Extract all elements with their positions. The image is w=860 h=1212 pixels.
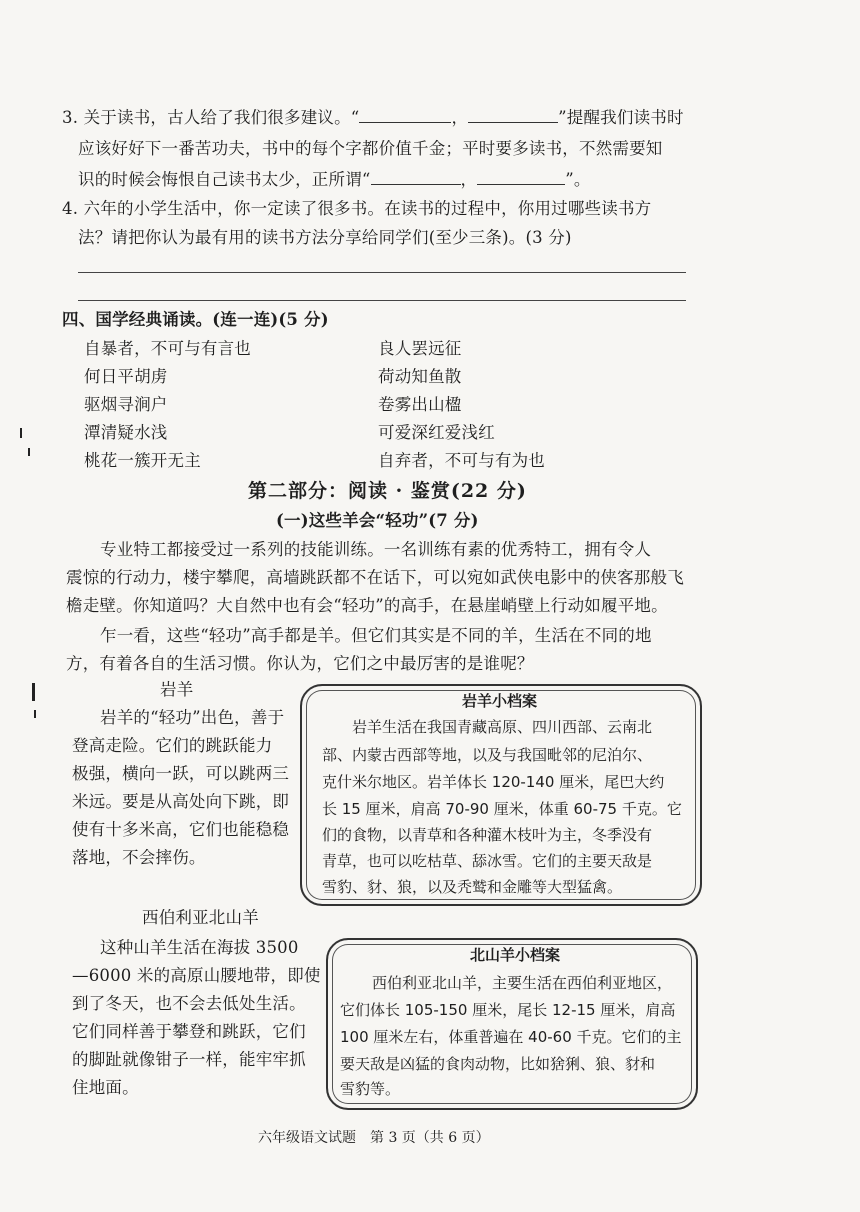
q3-text-f: ”。 (565, 170, 591, 189)
q3-line-2: 应该好好下一番苦功夫，书中的每个字都价值千金；平时要多读书，不然需要知 (78, 139, 663, 158)
page-footer: 六年级语文试题 第 3 页（共 6 页） (258, 1130, 490, 1146)
ibex-box-line-4: 要天敌是凶猛的食肉动物，比如猞猁、狼、豺和 (340, 1055, 656, 1073)
rock-sheep-line-6: 落地，不会摔伤。 (72, 848, 206, 867)
q3-line-1 (62, 106, 684, 130)
ibex-box-line-3: 100 厘米左右，体重普遍在 40-60 千克。它们的主 (340, 1028, 682, 1046)
intro-line-4: 乍一看，这些“轻功”高手都是羊。但它们其实是不同的羊，生活在不同的地 (100, 626, 652, 645)
q3-text-e: ， (460, 170, 478, 189)
match-right-3[interactable]: 卷雾出山楹 (378, 395, 462, 414)
match-left-3[interactable]: 驱烟寻涧户 (84, 395, 168, 414)
ibex-box-title: 北山羊小档案 (470, 946, 561, 964)
rock-sheep-line-4: 米远。要是从高处向下跳，即 (72, 792, 290, 811)
scan-speck (32, 683, 35, 701)
q3-blank-1[interactable] (359, 106, 451, 123)
rock-sheep-line-5: 使有十多米高，它们也能稳稳 (72, 820, 290, 839)
ibex-heading: 西伯利亚北山羊 (142, 908, 259, 927)
match-right-5[interactable]: 自弃者，不可与有为也 (378, 451, 545, 470)
match-right-4[interactable]: 可爱深红爱浅红 (378, 423, 495, 442)
rock-box-line-4: 长 15 厘米，肩高 70-90 厘米，体重 60-75 千克。它 (322, 800, 682, 818)
q3-blank-4[interactable] (477, 168, 565, 185)
intro-line-1: 专业特工都接受过一系列的技能训练。一名训练有素的优秀特工，拥有令人 (100, 540, 652, 559)
q3-line-3 (78, 168, 591, 192)
q4-line-1: 4. 六年的小学生活中，你一定读了很多书。在读书的过程中，你用过哪些读书方 (62, 199, 652, 218)
ibex-line-3: 到了冬天，也不会去低处生活。 (72, 994, 306, 1013)
ibex-box-line-5: 雪豹等。 (340, 1080, 401, 1098)
rock-box-title: 岩羊小档案 (462, 692, 538, 710)
intro-line-3: 檐走壁。你知道吗？大自然中也有会“轻功”的高手，在悬崖峭壁上行动如履平地。 (66, 596, 668, 615)
section4-title: 四、国学经典诵读。(连一连)(5 分) (62, 310, 329, 329)
answer-line-2[interactable] (78, 300, 686, 301)
ibex-line-4: 它们同样善于攀登和跳跃，它们 (72, 1022, 306, 1041)
match-left-2[interactable]: 何日平胡虏 (84, 367, 168, 386)
rock-box-line-1: 岩羊生活在我国青藏高原、四川西部、云南北 (352, 718, 653, 736)
scan-speck (20, 428, 22, 438)
ibex-box-line-1: 西伯利亚北山羊，主要生活在西伯利亚地区， (372, 974, 673, 992)
q3-text-d: 识的时候会悔恨自己读书太少，正所谓“ (78, 170, 371, 189)
rock-box-line-5: 们的食物，以青草和各种灌木枝叶为主，冬季没有 (322, 826, 653, 844)
part2-subtitle: (一)这些羊会“轻功”(7 分) (276, 511, 479, 530)
ibex-line-1: 这种山羊生活在海拔 3500 (100, 938, 299, 957)
rock-box-line-7: 雪豹、豺、狼，以及秃鹫和金雕等大型猛禽。 (322, 878, 623, 896)
rock-sheep-line-1: 岩羊的“轻功”出色，善于 (100, 708, 285, 727)
q3-text-a: 3. 关于读书，古人给了我们很多建议。“ (62, 108, 360, 127)
ibex-line-6: 住地面。 (72, 1078, 139, 1097)
q3-text-b: ， (451, 108, 469, 127)
scan-speck (34, 710, 36, 718)
q3-text-c: ”提醒我们读书时 (558, 108, 684, 127)
rock-box-line-6: 青草，也可以吃枯草、舔冰雪。它们的主要天敌是 (322, 852, 653, 870)
part2-title: 第二部分：阅读 · 鉴赏(22 分) (248, 480, 527, 502)
rock-sheep-line-2: 登高走险。它们的跳跃能力 (72, 736, 273, 755)
ibex-line-2: —6000 米的高原山腰地带，即使 (72, 966, 321, 985)
rock-box-line-2: 部、内蒙古西部等地，以及与我国毗邻的尼泊尔、 (322, 746, 653, 764)
match-right-2[interactable]: 荷动知鱼散 (378, 367, 462, 386)
q4-line-2: 法？请把你认为最有用的读书方法分享给同学们(至少三条)。(3 分) (78, 228, 572, 247)
answer-line-1[interactable] (78, 272, 686, 273)
rock-sheep-line-3: 极强，横向一跃，可以跳两三 (72, 764, 290, 783)
q3-blank-2[interactable] (468, 106, 558, 123)
match-right-1[interactable]: 良人罢远征 (378, 339, 462, 358)
q3-blank-3[interactable] (371, 168, 461, 185)
intro-line-2: 震惊的行动力，楼宇攀爬，高墙跳跃都不在话下，可以宛如武侠电影中的侠客那般飞 (66, 568, 684, 587)
ibex-box-line-2: 它们体长 105-150 厘米，尾长 12-15 厘米，肩高 (340, 1001, 676, 1019)
scan-speck (28, 448, 30, 456)
match-left-4[interactable]: 潭清疑水浅 (84, 423, 168, 442)
match-left-5[interactable]: 桃花一簇开无主 (84, 451, 201, 470)
match-left-1[interactable]: 自暴者，不可与有言也 (84, 339, 251, 358)
rock-sheep-heading: 岩羊 (160, 680, 194, 699)
intro-line-5: 方，有着各自的生活习惯。你认为，它们之中最厉害的是谁呢？ (66, 654, 534, 673)
rock-box-line-3: 克什米尔地区。岩羊体长 120-140 厘米，尾巴大约 (322, 773, 665, 791)
ibex-line-5: 的脚趾就像钳子一样，能牢牢抓 (72, 1050, 306, 1069)
